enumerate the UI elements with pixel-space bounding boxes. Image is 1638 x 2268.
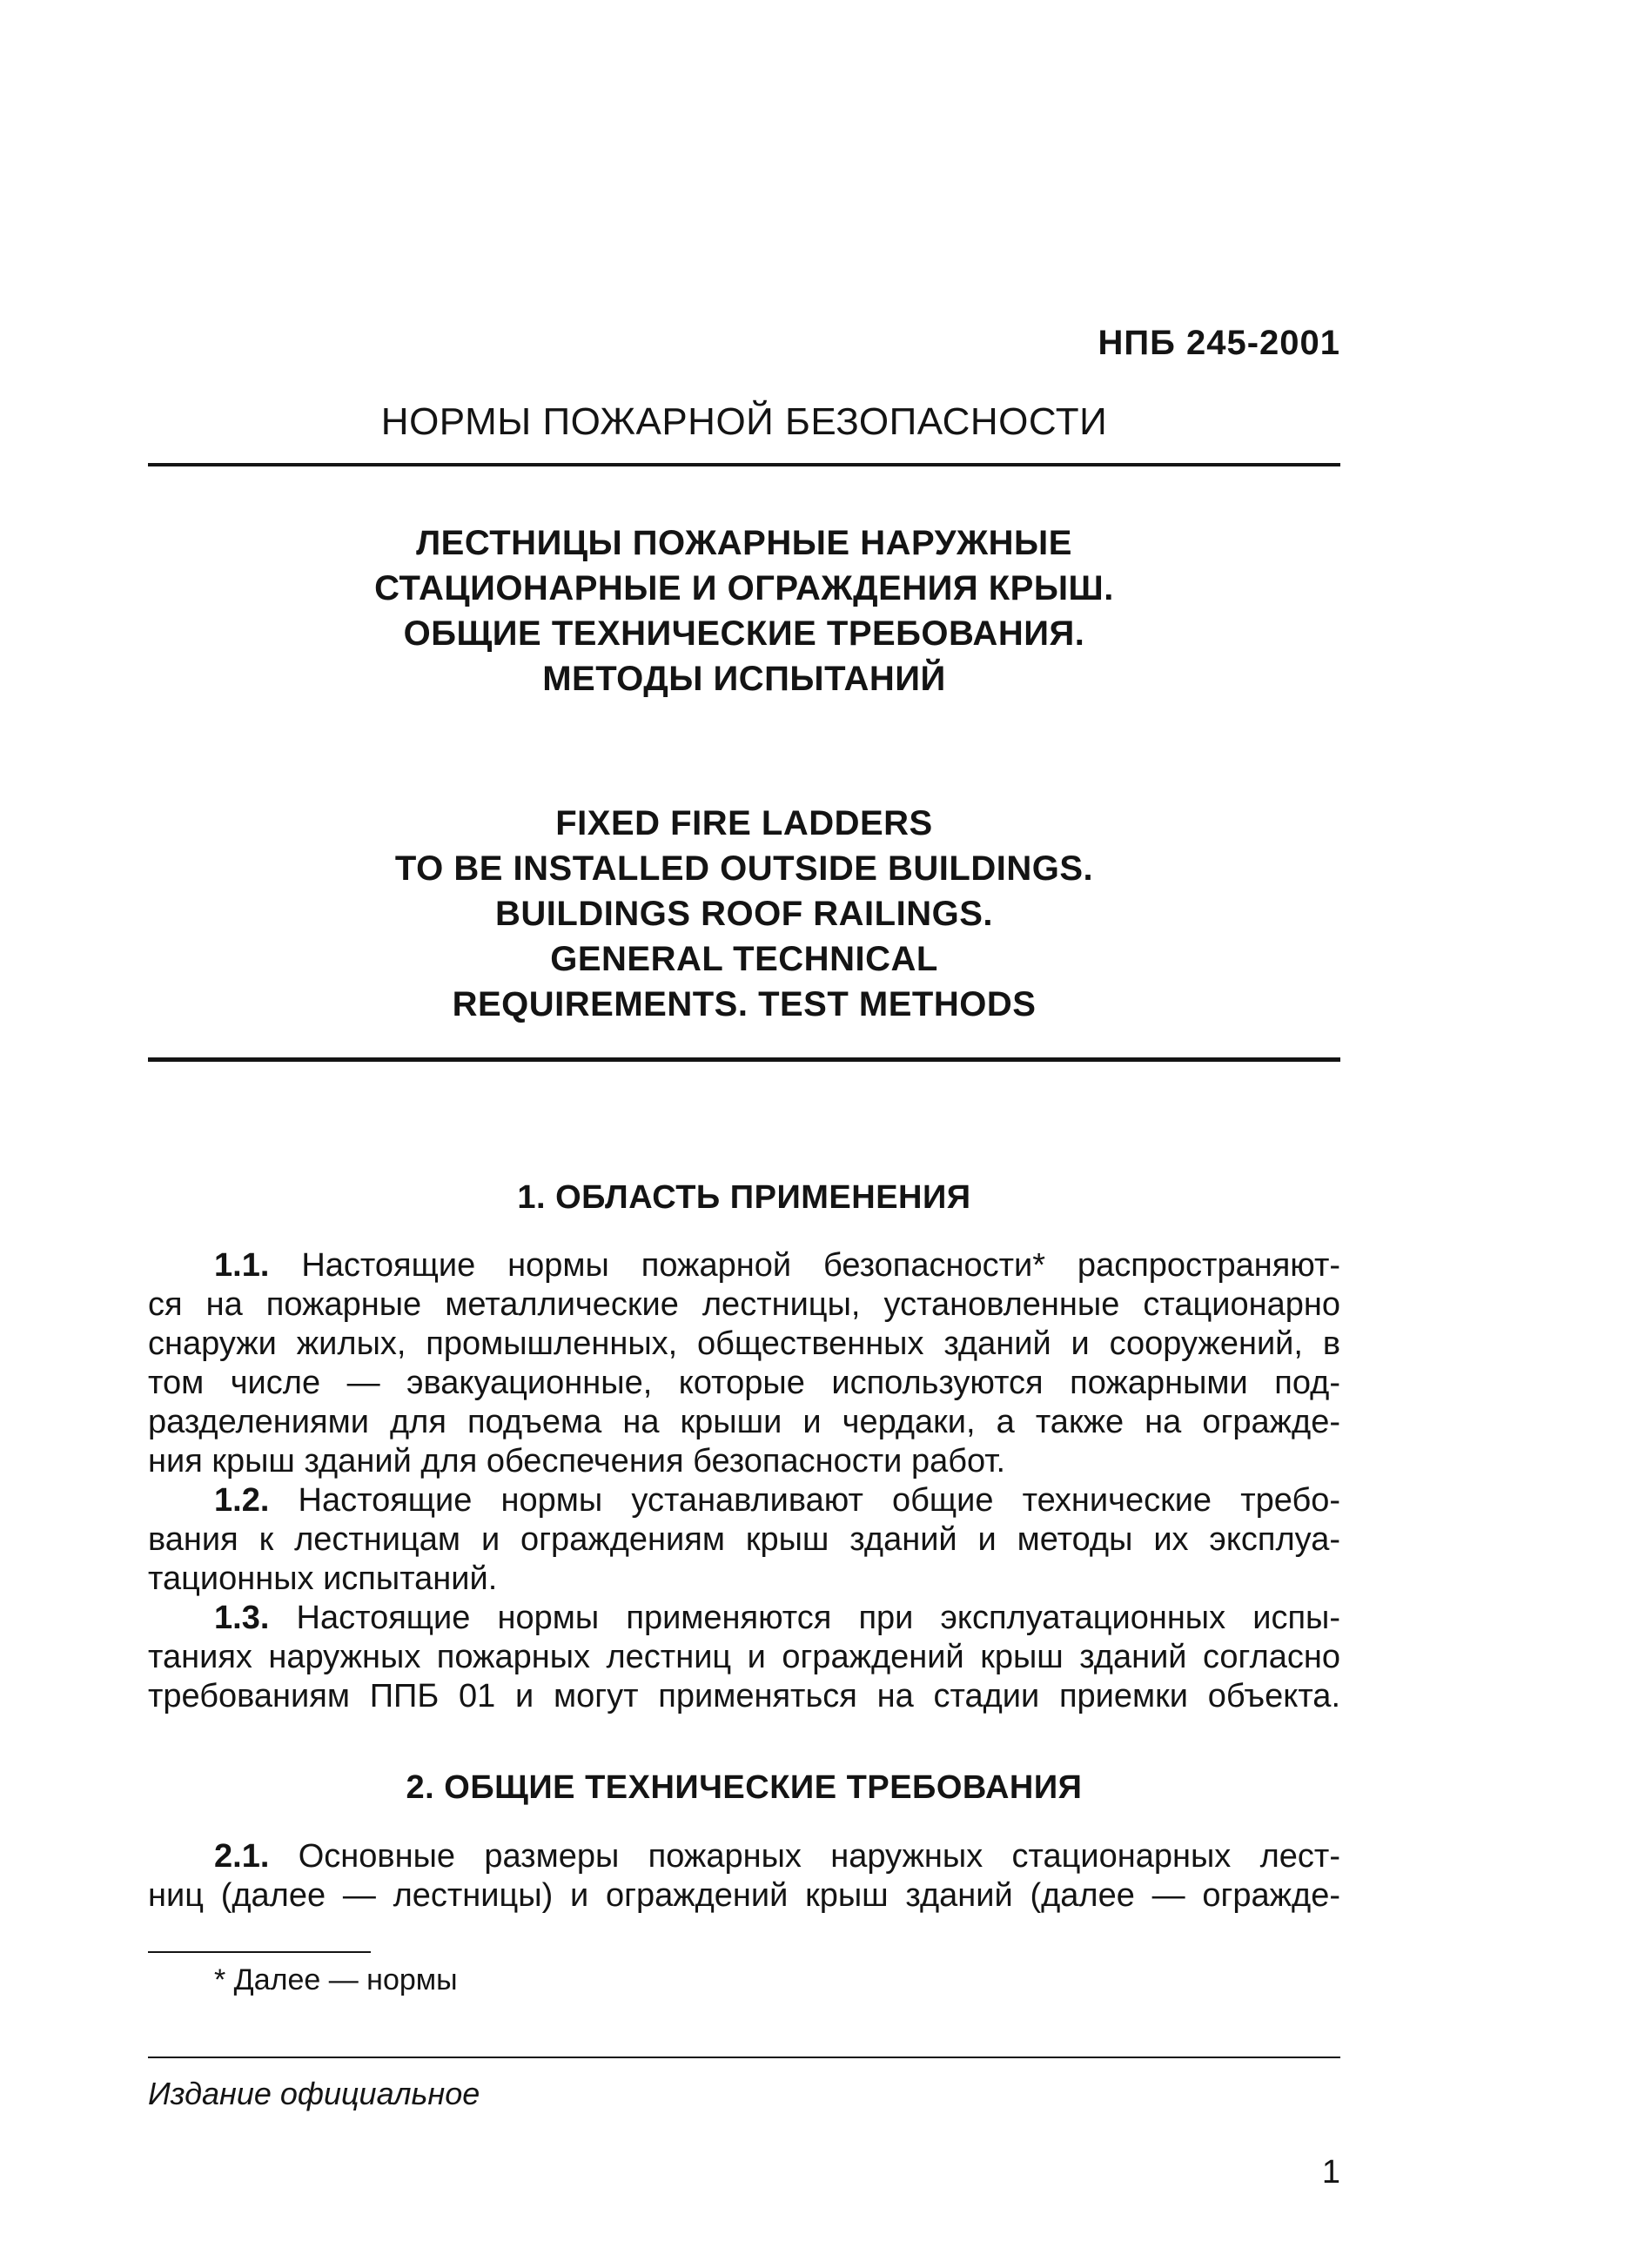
header-rule — [148, 463, 1340, 466]
title-en-line: GENERAL TECHNICAL — [550, 940, 938, 978]
title-en-line: BUILDINGS ROOF RAILINGS. — [495, 895, 993, 933]
paragraph-text: Основные размеры пожарных наружных стационарных лест- — [298, 1838, 1340, 1875]
footnote: * Далее — нормы — [214, 1963, 458, 1996]
paragraph-text: Настоящие нормы пожарной безопасности* распространяют- — [301, 1247, 1341, 1284]
paragraph-number: 1.1. — [214, 1247, 270, 1284]
footnote-rule — [148, 1951, 371, 1953]
paragraph-line — [148, 1837, 1340, 1876]
paragraph-line: ся на пожарные металлические лестницы, установленные стационарно — [148, 1286, 1340, 1323]
paragraph-text: Настоящие нормы устанавливают общие технические требо- — [298, 1482, 1340, 1519]
title-ru-line: ОБЩИЕ ТЕХНИЧЕСКИЕ ТРЕБОВАНИЯ. — [403, 614, 1085, 653]
paragraph-number: 2.1. — [214, 1838, 270, 1875]
document-type: НОРМЫ ПОЖАРНОЙ БЕЗОПАСНОСТИ — [380, 400, 1108, 443]
title-ru-line: ЛЕСТНИЦЫ ПОЖАРНЫЕ НАРУЖНЫЕ — [416, 524, 1072, 562]
title-en-line: TO BE INSTALLED OUTSIDE BUILDINGS. — [394, 849, 1094, 888]
paragraph-line: вания к лестницам и ограждениям крыш зданий и методы их эксплуа- — [148, 1521, 1340, 1558]
footer-rule — [148, 2057, 1340, 2058]
paragraph-1-1 — [148, 1246, 1340, 1481]
paragraph-line: ниц (далее — лестницы) и ограждений крыш зданий (далее — огражде- — [148, 1877, 1340, 1914]
section-1-title: 1. ОБЛАСТЬ ПРИМЕНЕНИЯ — [517, 1179, 971, 1216]
edition-note: Издание официальное — [148, 2076, 480, 2111]
page-number: 1 — [1321, 2154, 1340, 2191]
section-2-title: 2. ОБЩИЕ ТЕХНИЧЕСКИЕ ТРЕБОВАНИЯ — [406, 1769, 1083, 1806]
title-en-line: REQUIREMENTS. TEST METHODS — [452, 985, 1037, 1023]
paragraph-1-3 — [148, 1599, 1340, 1716]
title-rule — [148, 1057, 1340, 1062]
title-ru-line: МЕТОДЫ ИСПЫТАНИЙ — [542, 660, 946, 698]
paragraph-line: том числе — эвакуационные, которые используются пожарными под- — [148, 1365, 1340, 1401]
paragraph-line: разделениями для подъема на крыши и чердаки, а также на огражде- — [148, 1404, 1340, 1440]
paragraph-1-2 — [148, 1481, 1340, 1599]
paragraph-line: ния крыш зданий для обеспечения безопасности работ. — [148, 1443, 1006, 1480]
paragraph-line — [148, 1246, 1340, 1285]
title-russian — [148, 520, 1340, 701]
title-ru-line: СТАЦИОНАРНЫЕ И ОГРАЖДЕНИЯ КРЫШ. — [374, 569, 1114, 607]
document-code: НПБ 245-2001 — [1098, 324, 1340, 362]
paragraph-line — [148, 1481, 1340, 1520]
paragraph-line: тационных испытаний. — [148, 1560, 498, 1597]
paragraph-line: требованиям ППБ 01 и могут применяться на стадии приемки объекта. — [148, 1678, 1340, 1714]
paragraph-line: снаружи жилых, промышленных, общественных зданий и сооружений, в — [148, 1325, 1340, 1362]
title-en-line: FIXED FIRE LADDERS — [555, 804, 933, 842]
paragraph-number: 1.3. — [214, 1600, 270, 1636]
paragraph-number: 1.2. — [214, 1482, 270, 1519]
paragraph-line — [148, 1599, 1340, 1638]
paragraph-text: Настоящие нормы применяются при эксплуатационных испы- — [296, 1600, 1341, 1636]
paragraph-line: таниях наружных пожарных лестниц и ограждений крыш зданий согласно — [148, 1639, 1340, 1675]
paragraph-2-1 — [148, 1837, 1340, 1916]
title-english — [148, 801, 1340, 1027]
